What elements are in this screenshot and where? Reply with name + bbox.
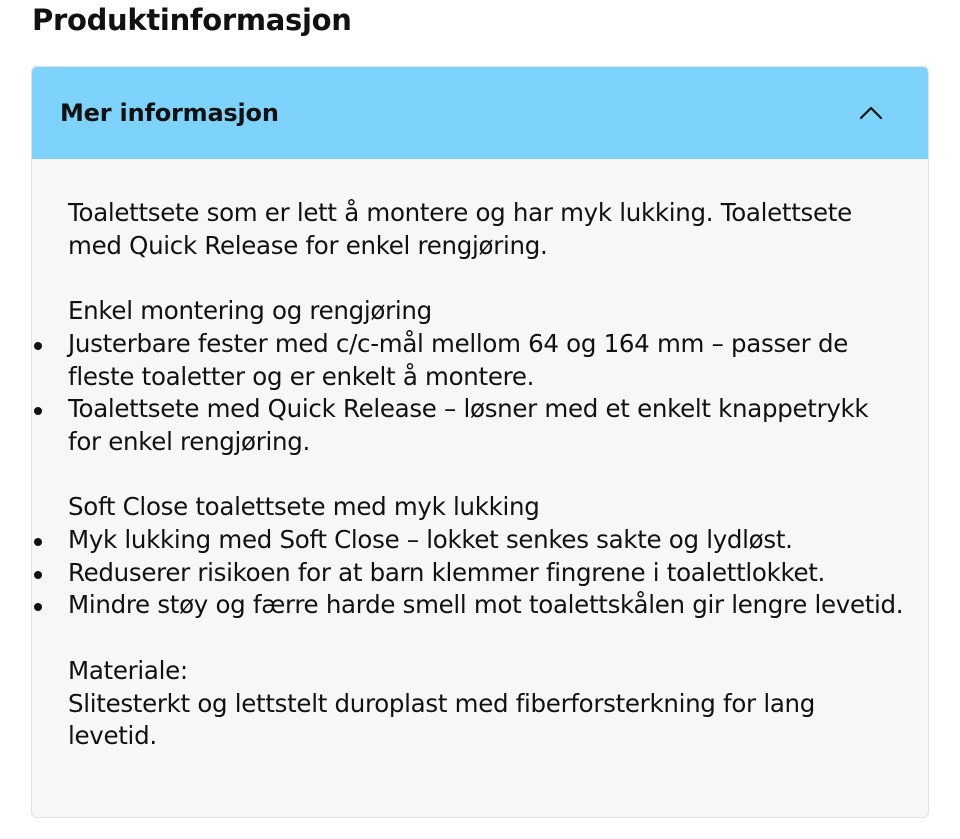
- bullet-icon: [34, 571, 42, 579]
- section-heading-soft-close: Soft Close toalettsete med myk lukking: [68, 492, 540, 522]
- product-info-accordion: [31, 66, 929, 818]
- accordion-title: Mer informasjon: [60, 99, 279, 127]
- mounting-list: [68, 328, 908, 459]
- soft-close-list: [68, 524, 908, 622]
- section-heading-mounting: Enkel montering og rengjøring: [68, 296, 432, 326]
- bullet-icon: [34, 603, 42, 611]
- accordion-header[interactable]: [32, 67, 928, 159]
- bullet-icon: [34, 342, 42, 350]
- page-title: Produktinformasjon: [32, 3, 352, 37]
- material-heading: Materiale:: [68, 655, 188, 685]
- list-item: Toalettsete med Quick Release – løsner med et enkelt knappetrykk for enkel rengjøring.: [68, 393, 908, 458]
- chevron-up-icon[interactable]: [858, 100, 884, 126]
- list-item: Reduserer risikoen for at barn klemmer fingrene i toalettlokket.: [68, 557, 908, 590]
- list-item: Myk lukking med Soft Close – lokket senkes sakte og lydløst.: [68, 524, 908, 557]
- accordion-body: [32, 159, 928, 753]
- material-text: Slitesterkt og lettstelt duroplast med fiberforsterkning for lang levetid.: [68, 688, 816, 751]
- bullet-icon: [34, 538, 42, 546]
- bullet-icon: [34, 407, 42, 415]
- intro-text: Toalettsete som er lett å montere og har myk lukking. Toalettsete med Quick Release for enkel rengjøring.: [68, 198, 852, 260]
- list-item: Justerbare fester med c/c-mål mellom 64 og 164 mm – passer de fleste toaletter og er enkelt å montere.: [68, 328, 908, 393]
- list-item: Mindre støy og færre harde smell mot toalettskålen gir lengre levetid.: [68, 589, 908, 622]
